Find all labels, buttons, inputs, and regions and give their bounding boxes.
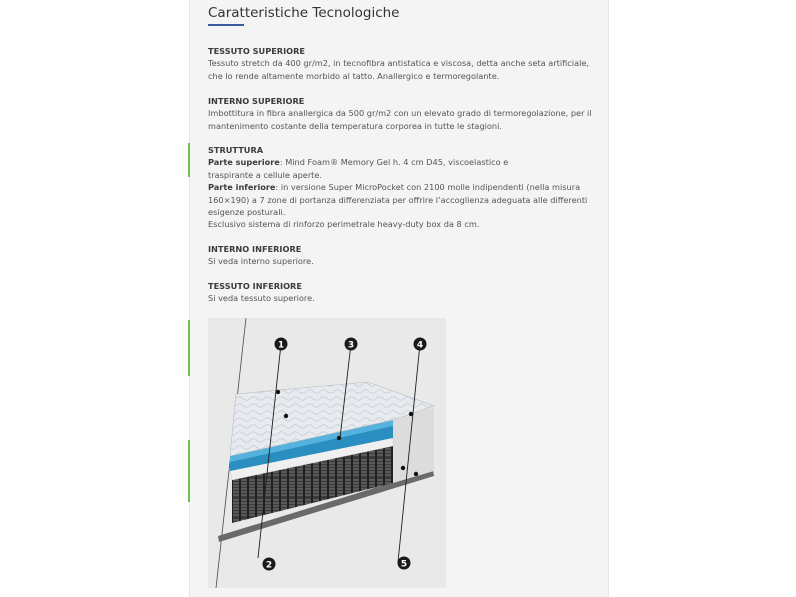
section-text: mantenimento costante della temperatura corporea in tutte le stagioni. xyxy=(208,120,502,131)
part-label: Parte superiore xyxy=(208,157,280,168)
marker-dot xyxy=(414,472,418,476)
callout-label: 1 xyxy=(277,340,285,351)
marker-dot xyxy=(409,412,413,416)
callout-5 xyxy=(398,557,411,570)
section-tessuto-superiore xyxy=(208,45,593,82)
section-text: esigenze posturali. xyxy=(208,207,286,218)
marker-dot xyxy=(276,390,280,394)
accent-bar xyxy=(188,143,190,177)
marker-dot xyxy=(337,436,341,440)
title-underline xyxy=(208,24,244,26)
accent-bar xyxy=(188,320,190,376)
accent-bar xyxy=(188,440,190,502)
section-heading: TESSUTO SUPERIORE xyxy=(208,46,305,56)
part-label: Parte inferiore xyxy=(208,182,276,193)
marker-dot xyxy=(284,414,288,418)
section-text xyxy=(208,181,593,193)
callout-label: 4 xyxy=(416,340,424,351)
section-interno-inferiore xyxy=(208,243,593,268)
mattress-diagram xyxy=(208,318,446,588)
part-text: : in versione Super MicroPocket con 2100 molle indipendenti (nella misura xyxy=(275,182,581,193)
section-text: Esclusivo sistema di rinforzo perimetrale heavy-duty box da 8 cm. xyxy=(208,219,480,230)
section-text: 160×190) a 7 zone di portanza differenziata per offrire l’accoglienza adeguata alle differenti xyxy=(208,194,588,205)
section-text: Si veda tessuto superiore. xyxy=(208,293,315,304)
callout-2 xyxy=(263,558,276,571)
section-text: Imbottitura in fibra anallergica da 500 gr/m2 con un elevato grado di termoregolazione, per il xyxy=(208,108,592,119)
callout-label: 5 xyxy=(400,559,408,570)
callout-3 xyxy=(345,338,358,351)
section-struttura xyxy=(208,144,593,231)
section-heading: TESSUTO INFERIORE xyxy=(208,281,302,291)
section-text: traspirante a cellule aperte. xyxy=(208,169,323,180)
mattress-illustration xyxy=(208,318,446,588)
section-text: che lo rende altamente morbido al tatto. Anallergico e termoregolante. xyxy=(208,70,500,81)
section-heading: STRUTTURA xyxy=(208,145,264,155)
section-heading: INTERNO SUPERIORE xyxy=(208,96,305,106)
page-title: Caratteristiche Tecnologiche xyxy=(208,5,400,21)
callout-4 xyxy=(414,338,427,351)
section-heading: INTERNO INFERIORE xyxy=(208,244,302,254)
section-text: Tessuto stretch da 400 gr/m2, in tecnofibra antistatica e viscosa, detta anche seta artificiale, xyxy=(208,58,589,69)
side-box xyxy=(393,408,434,483)
callout-label: 3 xyxy=(347,340,355,351)
callout-label: 2 xyxy=(265,560,273,571)
section-text: Si veda interno superiore. xyxy=(208,256,314,267)
section-interno-superiore xyxy=(208,95,593,132)
section-tessuto-inferiore xyxy=(208,280,593,305)
part-text: : Mind Foam® Memory Gel h. 4 cm D45, viscoelastico e xyxy=(279,157,509,168)
callout-1 xyxy=(275,338,288,351)
section-text xyxy=(208,156,593,168)
marker-dot xyxy=(401,466,405,470)
